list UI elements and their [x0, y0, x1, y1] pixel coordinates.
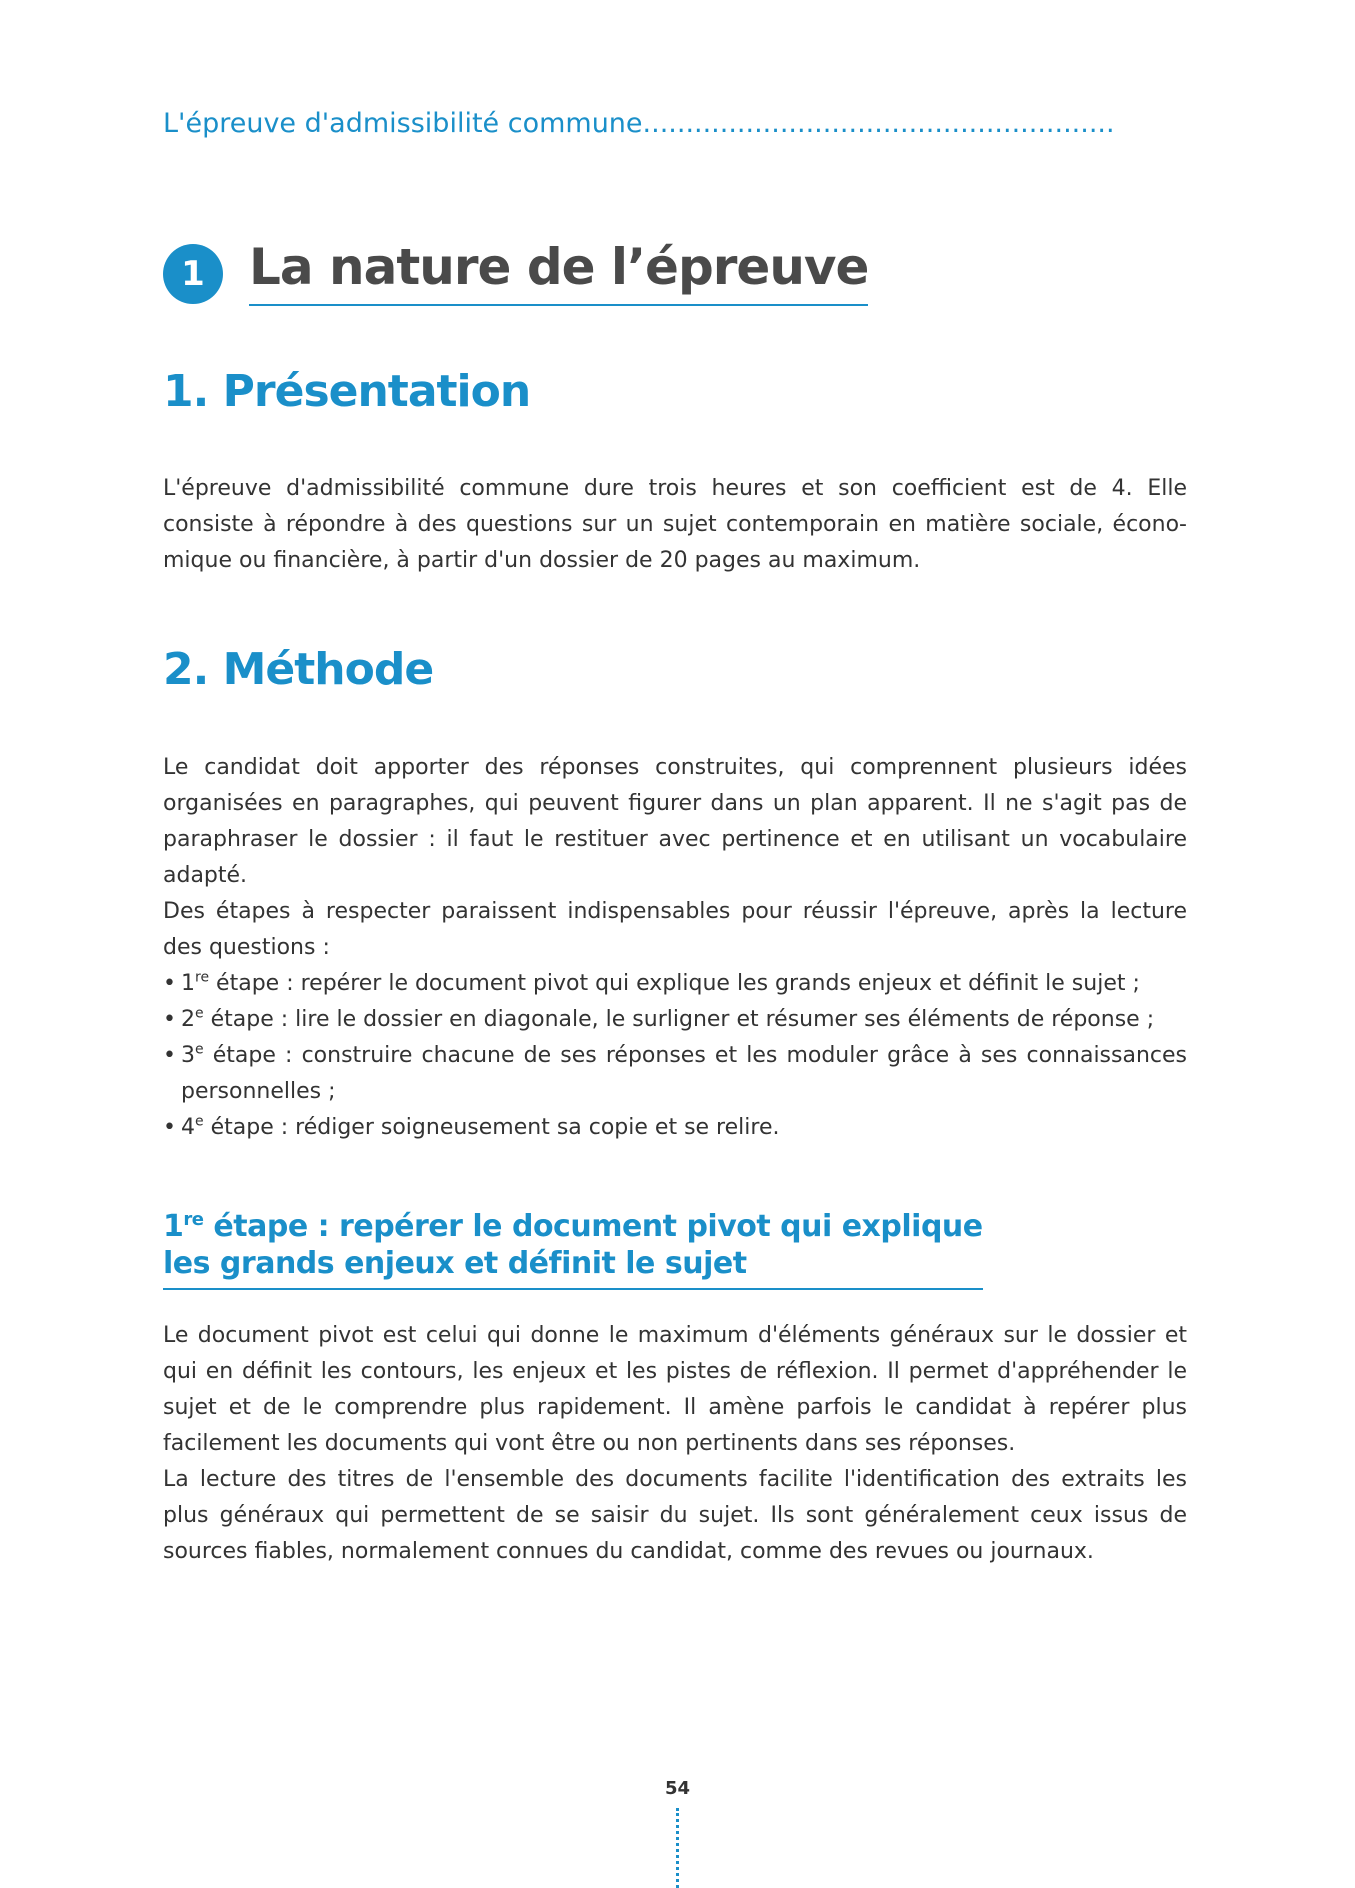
- page-dotted-line: [676, 1808, 679, 1888]
- chapter-title: La nature de l’épreuve: [249, 238, 868, 306]
- list-item: • 3e étape : construire chacune de ses réponses et les moduler grâce à ses connaissances personnelles ;: [163, 1038, 1187, 1110]
- methode-paragraph-1: Le candidat doit apporter des réponses construites, qui comprennent plusieurs idées organisées en paragraphes, qui peuvent figurer dans un plan apparent. Il ne s'agit pas de paraphraser le dossier : il faut le restituer avec pertinence et en utilisant un vocabulaire adapté.: [163, 755, 1187, 888]
- bullet-icon: •: [163, 1007, 176, 1032]
- bullet-icon: •: [163, 1115, 176, 1140]
- presentation-paragraph: L'épreuve d'admissibilité commune dure trois heures et son coefficient est de 4. Elle consiste à répondre à des questions sur un sujet contemporain en matière sociale, économique ou financière, à partir d'un dossier de 20 pages au maximum.: [163, 476, 1187, 573]
- chapter-number-badge: 1: [163, 244, 223, 304]
- step1-heading: 1re étape : repérer le document pivot qui explique les grands enjeux et définit le sujet: [163, 1208, 983, 1290]
- page-number: 54: [664, 1778, 691, 1799]
- bullet-icon: •: [163, 1043, 176, 1068]
- step1-paragraph-1: Le document pivot est celui qui donne le maximum d'éléments généraux sur le dossier et qui en définit les contours, les enjeux et les pistes de réflexion. Il permet d'appréhender le sujet et de le comprendre plus rapidement. Il amène parfois le candidat à repérer plus facilement les documents qui vont être ou non pertinents dans ses réponses.: [163, 1323, 1187, 1456]
- running-header: L'épreuve d'admissibilité commune.......................................................: [163, 108, 1115, 139]
- section-title-presentation: 1. Présentation: [163, 366, 531, 417]
- list-item: • 1re étape : repérer le document pivot qui explique les grands enjeux et définit le sujet ;: [163, 966, 1187, 1002]
- list-item: • 4e étape : rédiger soigneusement sa copie et se relire.: [163, 1110, 1187, 1146]
- bullet-icon: •: [163, 971, 176, 996]
- section-title-methode: 2. Méthode: [163, 644, 434, 695]
- step1-paragraph-2: La lecture des titres de l'ensemble des documents facilite l'identification des extraits les plus généraux qui permettent de se saisir du sujet. Ils sont généralement ceux issus de sources fiables, normalement connues du candidat, comme des revues ou journaux.: [163, 1467, 1187, 1564]
- list-item: • 2e étape : lire le dossier en diagonale, le surligner et résumer ses éléments de réponse ;: [163, 1002, 1187, 1038]
- methode-paragraph-2: Des étapes à respecter paraissent indispensables pour réussir l'épreuve, après la lecture des questions :: [163, 899, 1187, 960]
- steps-list: [163, 966, 1187, 1146]
